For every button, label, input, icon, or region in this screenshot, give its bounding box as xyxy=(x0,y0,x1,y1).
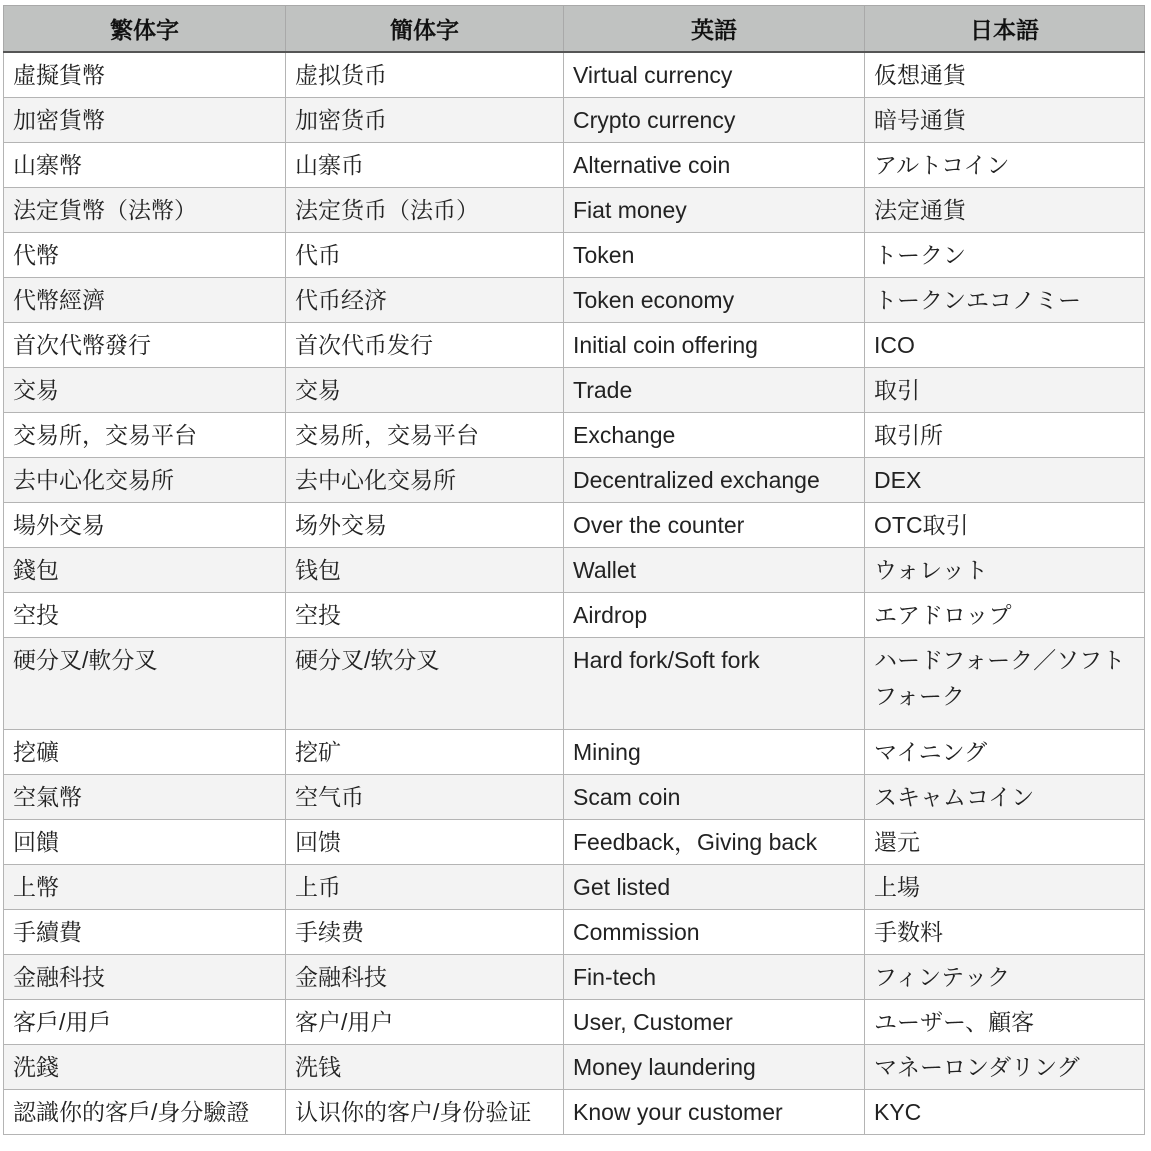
cell-simplified: 场外交易 xyxy=(286,502,564,547)
cell-traditional: 錢包 xyxy=(4,547,286,592)
cell-japanese: ICO xyxy=(865,322,1145,367)
cell-english: Initial coin offering xyxy=(564,322,865,367)
cell-traditional: 客戶/用戶 xyxy=(4,999,286,1044)
cell-traditional: 認識你的客戶/身分驗證 xyxy=(4,1089,286,1134)
cell-japanese: アルトコイン xyxy=(865,142,1145,187)
cell-english: Virtual currency xyxy=(564,52,865,97)
cell-japanese: エアドロップ xyxy=(865,592,1145,637)
cell-simplified: 空气币 xyxy=(286,774,564,819)
table-row xyxy=(4,232,1145,277)
cell-english: User, Customer xyxy=(564,999,865,1044)
cell-japanese: OTC取引 xyxy=(865,502,1145,547)
header-row xyxy=(4,6,1145,53)
cell-english: Commission xyxy=(564,909,865,954)
cell-japanese: 取引所 xyxy=(865,412,1145,457)
cell-english: Feedback，Giving back xyxy=(564,819,865,864)
cell-japanese: ウォレット xyxy=(865,547,1145,592)
cell-traditional: 硬分叉/軟分叉 xyxy=(4,637,286,729)
cell-english: Token xyxy=(564,232,865,277)
table-row xyxy=(4,592,1145,637)
header-japanese: 日本語 xyxy=(865,6,1145,53)
header-simplified: 簡体字 xyxy=(286,6,564,53)
cell-simplified: 认识你的客户/身份验证 xyxy=(286,1089,564,1134)
cell-japanese: ユーザー、顧客 xyxy=(865,999,1145,1044)
cell-japanese: 法定通貨 xyxy=(865,187,1145,232)
cell-traditional: 金融科技 xyxy=(4,954,286,999)
table-row xyxy=(4,502,1145,547)
cell-traditional: 洗錢 xyxy=(4,1044,286,1089)
cell-simplified: 代币 xyxy=(286,232,564,277)
cell-english: Scam coin xyxy=(564,774,865,819)
glossary-table xyxy=(3,5,1145,1135)
cell-traditional: 空氣幣 xyxy=(4,774,286,819)
cell-english: Get listed xyxy=(564,864,865,909)
table-row xyxy=(4,909,1145,954)
cell-traditional: 交易 xyxy=(4,367,286,412)
cell-english: Fin-tech xyxy=(564,954,865,999)
cell-japanese: フィンテック xyxy=(865,954,1145,999)
cell-english: Trade xyxy=(564,367,865,412)
table-row xyxy=(4,367,1145,412)
table-row xyxy=(4,819,1145,864)
cell-english: Exchange xyxy=(564,412,865,457)
cell-english: Alternative coin xyxy=(564,142,865,187)
cell-simplified: 手续费 xyxy=(286,909,564,954)
cell-simplified: 去中心化交易所 xyxy=(286,457,564,502)
cell-english: Fiat money xyxy=(564,187,865,232)
cell-traditional: 回饋 xyxy=(4,819,286,864)
table-row xyxy=(4,187,1145,232)
table-row xyxy=(4,142,1145,187)
table-row xyxy=(4,637,1145,729)
cell-traditional: 法定貨幣（法幣） xyxy=(4,187,286,232)
header-english: 英語 xyxy=(564,6,865,53)
cell-japanese: 還元 xyxy=(865,819,1145,864)
cell-english: Money laundering xyxy=(564,1044,865,1089)
cell-simplified: 空投 xyxy=(286,592,564,637)
cell-english: Hard fork/Soft fork xyxy=(564,637,865,729)
header-traditional: 繁体字 xyxy=(4,6,286,53)
table-row xyxy=(4,999,1145,1044)
cell-english: Wallet xyxy=(564,547,865,592)
cell-english: Over the counter xyxy=(564,502,865,547)
cell-simplified: 硬分叉/软分叉 xyxy=(286,637,564,729)
cell-english: Mining xyxy=(564,729,865,774)
cell-simplified: 钱包 xyxy=(286,547,564,592)
cell-japanese: KYC xyxy=(865,1089,1145,1134)
cell-simplified: 虚拟货币 xyxy=(286,52,564,97)
table-body xyxy=(4,52,1145,1134)
cell-traditional: 山寨幣 xyxy=(4,142,286,187)
cell-simplified: 加密货币 xyxy=(286,97,564,142)
table-row xyxy=(4,864,1145,909)
cell-japanese: スキャムコイン xyxy=(865,774,1145,819)
cell-simplified: 法定货币（法币） xyxy=(286,187,564,232)
table-row xyxy=(4,52,1145,97)
cell-simplified: 客户/用户 xyxy=(286,999,564,1044)
table-row xyxy=(4,954,1145,999)
cell-japanese: マイニング xyxy=(865,729,1145,774)
table-row xyxy=(4,1089,1145,1134)
cell-japanese: DEX xyxy=(865,457,1145,502)
cell-japanese: 手数料 xyxy=(865,909,1145,954)
cell-japanese: 暗号通貨 xyxy=(865,97,1145,142)
table-row xyxy=(4,1044,1145,1089)
cell-simplified: 挖矿 xyxy=(286,729,564,774)
cell-traditional: 代幣 xyxy=(4,232,286,277)
cell-simplified: 交易 xyxy=(286,367,564,412)
cell-traditional: 代幣經濟 xyxy=(4,277,286,322)
table-row xyxy=(4,457,1145,502)
cell-traditional: 場外交易 xyxy=(4,502,286,547)
table-row xyxy=(4,277,1145,322)
cell-traditional: 手續費 xyxy=(4,909,286,954)
cell-traditional: 挖礦 xyxy=(4,729,286,774)
cell-simplified: 首次代币发行 xyxy=(286,322,564,367)
table-row xyxy=(4,412,1145,457)
cell-japanese: トークンエコノミー xyxy=(865,277,1145,322)
cell-japanese: トークン xyxy=(865,232,1145,277)
cell-traditional: 去中心化交易所 xyxy=(4,457,286,502)
cell-simplified: 交易所，交易平台 xyxy=(286,412,564,457)
cell-simplified: 上币 xyxy=(286,864,564,909)
cell-english: Know your customer xyxy=(564,1089,865,1134)
cell-traditional: 交易所，交易平台 xyxy=(4,412,286,457)
table-row xyxy=(4,729,1145,774)
cell-simplified: 回馈 xyxy=(286,819,564,864)
cell-english: Crypto currency xyxy=(564,97,865,142)
cell-japanese: 上場 xyxy=(865,864,1145,909)
cell-simplified: 代币经济 xyxy=(286,277,564,322)
cell-japanese: 仮想通貨 xyxy=(865,52,1145,97)
cell-english: Airdrop xyxy=(564,592,865,637)
table-row xyxy=(4,774,1145,819)
cell-traditional: 虛擬貨幣 xyxy=(4,52,286,97)
cell-traditional: 上幣 xyxy=(4,864,286,909)
cell-japanese: マネーロンダリング xyxy=(865,1044,1145,1089)
cell-simplified: 金融科技 xyxy=(286,954,564,999)
table-row xyxy=(4,97,1145,142)
cell-english: Token economy xyxy=(564,277,865,322)
table-row xyxy=(4,322,1145,367)
cell-simplified: 山寨币 xyxy=(286,142,564,187)
cell-traditional: 首次代幣發行 xyxy=(4,322,286,367)
cell-japanese: 取引 xyxy=(865,367,1145,412)
cell-english: Decentralized exchange xyxy=(564,457,865,502)
cell-japanese: ハードフォーク／ソフトフォーク xyxy=(865,637,1145,729)
cell-simplified: 洗钱 xyxy=(286,1044,564,1089)
cell-traditional: 空投 xyxy=(4,592,286,637)
table-row xyxy=(4,547,1145,592)
cell-traditional: 加密貨幣 xyxy=(4,97,286,142)
